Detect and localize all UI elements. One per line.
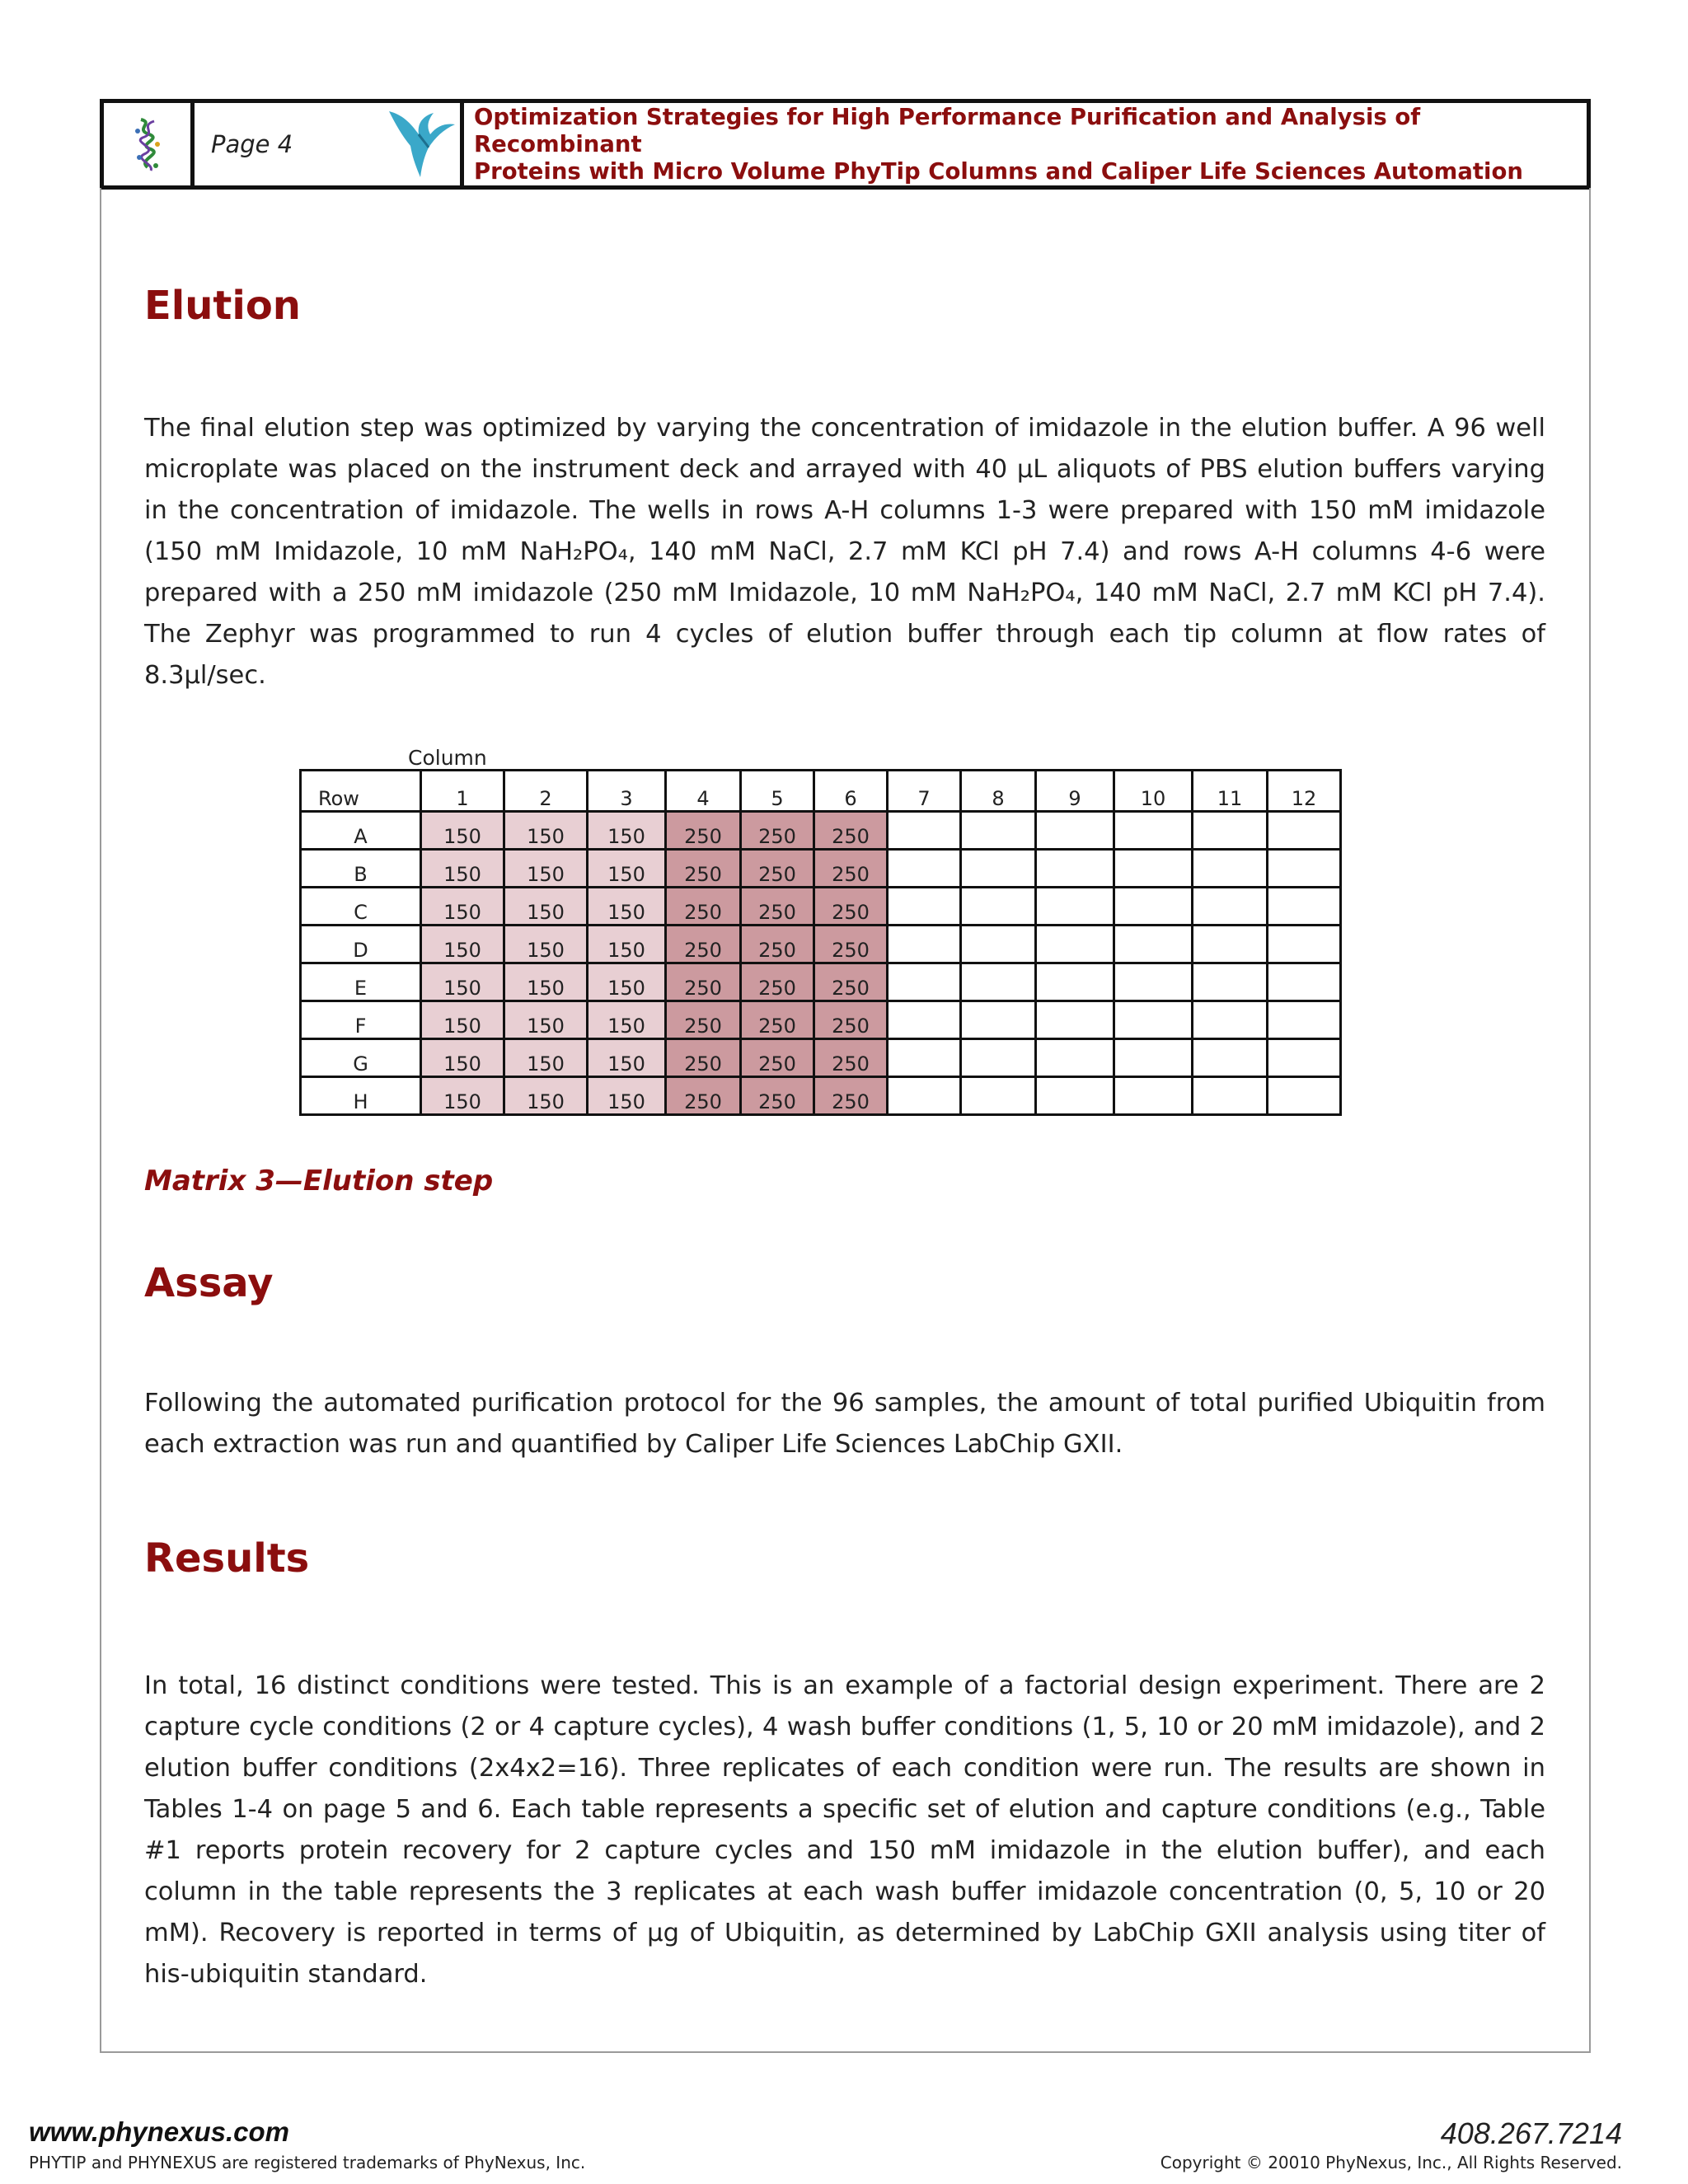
- matrix-column-header: 1: [421, 771, 504, 812]
- matrix-cell: 250: [741, 963, 814, 1001]
- matrix-cell: 150: [421, 812, 504, 850]
- matrix-cell: [888, 963, 961, 1001]
- matrix-cell: [1114, 812, 1193, 850]
- footer-copyright: Copyright © 20010 PhyNexus, Inc., All Rights Reserved.: [1160, 2153, 1622, 2172]
- matrix-column-header: 2: [504, 771, 588, 812]
- matrix-cell: [961, 1039, 1036, 1077]
- matrix-cell: 150: [421, 963, 504, 1001]
- matrix-cell: 150: [588, 1039, 666, 1077]
- matrix-column-caption: Column: [408, 746, 487, 770]
- matrix-cell: [1268, 1001, 1341, 1039]
- matrix-cell: 250: [666, 963, 741, 1001]
- matrix-column-header: 8: [961, 771, 1036, 812]
- matrix-cell: [888, 812, 961, 850]
- matrix-cell: 250: [666, 926, 741, 963]
- matrix-cell: 250: [814, 1077, 888, 1115]
- matrix-cell: [888, 1077, 961, 1115]
- matrix-cell: [1036, 926, 1114, 963]
- matrix-cell: 250: [741, 850, 814, 888]
- matrix-cell: [1036, 850, 1114, 888]
- matrix-cell: 250: [666, 1039, 741, 1077]
- matrix-cell: 150: [504, 1077, 588, 1115]
- matrix-cell: 250: [814, 888, 888, 926]
- matrix-cell: 150: [421, 888, 504, 926]
- matrix-cell: [1268, 888, 1341, 926]
- matrix-cell: [1036, 1077, 1114, 1115]
- document-title-line1: Optimization Strategies for High Performance Purification and Analysis of Recombinant: [474, 103, 1421, 157]
- matrix-cell: 150: [504, 850, 588, 888]
- matrix-cell: [1193, 812, 1268, 850]
- matrix-row: [301, 850, 1341, 888]
- footer-phone: 408.267.7214: [1440, 2116, 1622, 2150]
- matrix-cell: 150: [588, 1077, 666, 1115]
- matrix-cell: 150: [421, 1001, 504, 1039]
- matrix-cell: 250: [666, 1001, 741, 1039]
- matrix-cell: [1036, 1001, 1114, 1039]
- matrix-cell: 150: [421, 850, 504, 888]
- page-header: [100, 99, 1591, 190]
- matrix-row: [301, 1001, 1341, 1039]
- matrix-cell: 150: [421, 926, 504, 963]
- matrix-cell: 150: [504, 812, 588, 850]
- matrix-cell: 250: [814, 850, 888, 888]
- matrix-cell: [1114, 963, 1193, 1001]
- document-title-line2: Proteins with Micro Volume PhyTip Columns and Caliper Life Sciences Automation: [474, 157, 1523, 185]
- matrix-cell: 150: [504, 1001, 588, 1039]
- matrix-cell: 150: [588, 812, 666, 850]
- matrix-cell: 150: [588, 1001, 666, 1039]
- matrix-cell: [1114, 850, 1193, 888]
- matrix-row-label: C: [301, 888, 421, 926]
- matrix-row: [301, 812, 1341, 850]
- header-brand-cell: [386, 103, 464, 185]
- matrix-row-label: H: [301, 1077, 421, 1115]
- matrix-row: [301, 963, 1341, 1001]
- matrix-row: [301, 888, 1341, 926]
- matrix-cell: [961, 888, 1036, 926]
- assay-paragraph: Following the automated purification protocol for the 96 samples, the amount of total purified Ubiquitin from each extraction was run and quantified by Caliper Life Sciences LabChip GXII.: [144, 1389, 1545, 1459]
- matrix-cell: [888, 926, 961, 963]
- matrix-cell: [1193, 926, 1268, 963]
- matrix-column-header: 4: [666, 771, 741, 812]
- matrix-cell: 250: [814, 812, 888, 850]
- matrix-cell: [961, 1077, 1036, 1115]
- matrix-cell: 250: [741, 1039, 814, 1077]
- matrix-caption: Matrix 3—Elution step: [144, 1165, 494, 1197]
- matrix-cell: [1193, 1001, 1268, 1039]
- page-number: Page 4: [211, 130, 293, 158]
- matrix-cell: 250: [741, 812, 814, 850]
- matrix-cell: [1114, 1077, 1193, 1115]
- matrix-cell: 150: [588, 888, 666, 926]
- matrix-cell: 250: [666, 812, 741, 850]
- matrix-cell: 150: [504, 1039, 588, 1077]
- matrix-cell: 150: [504, 888, 588, 926]
- matrix-cell: [1114, 1039, 1193, 1077]
- matrix-column-header: 10: [1114, 771, 1193, 812]
- matrix-cell: [888, 850, 961, 888]
- matrix-row-label: E: [301, 963, 421, 1001]
- matrix-cell: 250: [814, 926, 888, 963]
- matrix-row-label: A: [301, 812, 421, 850]
- matrix-cell: 250: [741, 888, 814, 926]
- matrix-column-header: 6: [814, 771, 888, 812]
- matrix-column-header: 11: [1193, 771, 1268, 812]
- matrix-cell: [1114, 926, 1193, 963]
- matrix-row: [301, 1077, 1341, 1115]
- matrix-cell: [888, 888, 961, 926]
- matrix-cell: [1114, 1001, 1193, 1039]
- matrix-column-header: 12: [1268, 771, 1341, 812]
- matrix-cell: 250: [666, 850, 741, 888]
- matrix-cell: 150: [588, 926, 666, 963]
- matrix-cell: 150: [504, 926, 588, 963]
- matrix-cell: 250: [814, 1039, 888, 1077]
- matrix-cell: [1268, 963, 1341, 1001]
- matrix-cell: 150: [421, 1039, 504, 1077]
- matrix-row-label: F: [301, 1001, 421, 1039]
- footer-website-link[interactable]: www.phynexus.com: [29, 2116, 290, 2147]
- matrix-cell: [1036, 1039, 1114, 1077]
- matrix-cell: [1193, 1039, 1268, 1077]
- matrix-cell: [961, 963, 1036, 1001]
- matrix-cell: [1268, 1077, 1341, 1115]
- matrix-cell: 250: [741, 1001, 814, 1039]
- matrix-cell: [1114, 888, 1193, 926]
- matrix-cell: 250: [666, 1077, 741, 1115]
- section-title-elution: Elution: [144, 283, 301, 329]
- elution-paragraph: The final elution step was optimized by varying the concentration of imidazole in the elution buffer. A 96 well microplate was placed on the instrument deck and arrayed with 40 µL aliquots of PBS elution buffers varying in the concentration of imidazole. The wells in rows A-H columns 1-3 were prepared with 150 mM imidazole (150 mM Imidazole, 10 mM NaH₂PO₄, 140 mM NaCl, 2.7 mM KCl pH 7.4) and rows A-H columns 4-6 were prepared with a 250 mM imidazole (250 mM Imidazole, 10 mM NaH₂PO₄, 140 mM NaCl, 2.7 mM KCl pH 7.4). The Zephyr was programmed to run 4 cycles of elution buffer through each tip column at flow rates of 8.3µl/sec.: [144, 414, 1545, 690]
- results-paragraph: In total, 16 distinct conditions were tested. This is an example of a factorial design experiment. There are 2 capture cycle conditions (2 or 4 capture cycles), 4 wash buffer conditions (1, 5, 10 or 20 mM imidazole), and 2 elution buffer conditions (2x4x2=16). Three replicates of each condition were run. The results are shown in Tables 1-4 on page 5 and 6. Each table represents a specific set of elution and capture conditions (e.g., Table #1 reports protein recovery for 2 capture cycles and 150 mM imidazole in the elution buffer), and each column in the table represents the 3 replicates at each wash buffer imidazole concentration (0, 5, 10 or 20 mM). Recovery is reported in terms of µg of Ubiquitin, as determined by LabChip GXII analysis using titer of his-ubiquitin standard.: [144, 1671, 1545, 1989]
- matrix-cell: [1268, 926, 1341, 963]
- matrix-row: [301, 1039, 1341, 1077]
- matrix-cell: 150: [588, 850, 666, 888]
- matrix-cell: [888, 1001, 961, 1039]
- matrix-cell: [1036, 812, 1114, 850]
- matrix-cell: [961, 926, 1036, 963]
- document-title: [464, 103, 1587, 185]
- matrix-cell: 250: [741, 1077, 814, 1115]
- matrix-row-header: Row: [301, 771, 421, 812]
- header-logo-cell: [104, 103, 195, 185]
- matrix-cell: 150: [504, 963, 588, 1001]
- matrix-cell: 250: [814, 963, 888, 1001]
- matrix-cell: [1268, 850, 1341, 888]
- section-title-assay: Assay: [144, 1260, 274, 1306]
- matrix-cell: [1268, 1039, 1341, 1077]
- matrix-column-header: 5: [741, 771, 814, 812]
- matrix-cell: [1193, 963, 1268, 1001]
- matrix-column-header: 9: [1036, 771, 1114, 812]
- matrix-cell: [961, 850, 1036, 888]
- matrix-cell: [1193, 1077, 1268, 1115]
- matrix-cell: [1036, 888, 1114, 926]
- matrix-row: [301, 926, 1341, 963]
- matrix-cell: 150: [421, 1077, 504, 1115]
- protein-structure-icon: [129, 115, 166, 174]
- matrix-column-header: 3: [588, 771, 666, 812]
- section-title-results: Results: [144, 1535, 310, 1582]
- matrix-row-label: G: [301, 1039, 421, 1077]
- matrix-cell: [1036, 963, 1114, 1001]
- elution-matrix: [299, 769, 1342, 1116]
- matrix-cell: 250: [814, 1001, 888, 1039]
- matrix-row-label: B: [301, 850, 421, 888]
- phynexus-bird-logo: [386, 106, 457, 182]
- matrix-row-label: D: [301, 926, 421, 963]
- matrix-cell: 150: [588, 963, 666, 1001]
- matrix-cell: [961, 1001, 1036, 1039]
- matrix-cell: [888, 1039, 961, 1077]
- footer-trademark: PHYTIP and PHYNEXUS are registered trademarks of PhyNexus, Inc.: [29, 2153, 586, 2172]
- matrix-cell: [961, 812, 1036, 850]
- matrix-cell: [1268, 812, 1341, 850]
- matrix-cell: [1193, 850, 1268, 888]
- matrix-column-header: 7: [888, 771, 961, 812]
- matrix-cell: 250: [741, 926, 814, 963]
- matrix-cell: 250: [666, 888, 741, 926]
- matrix-header-row: [301, 771, 1341, 812]
- matrix-cell: [1193, 888, 1268, 926]
